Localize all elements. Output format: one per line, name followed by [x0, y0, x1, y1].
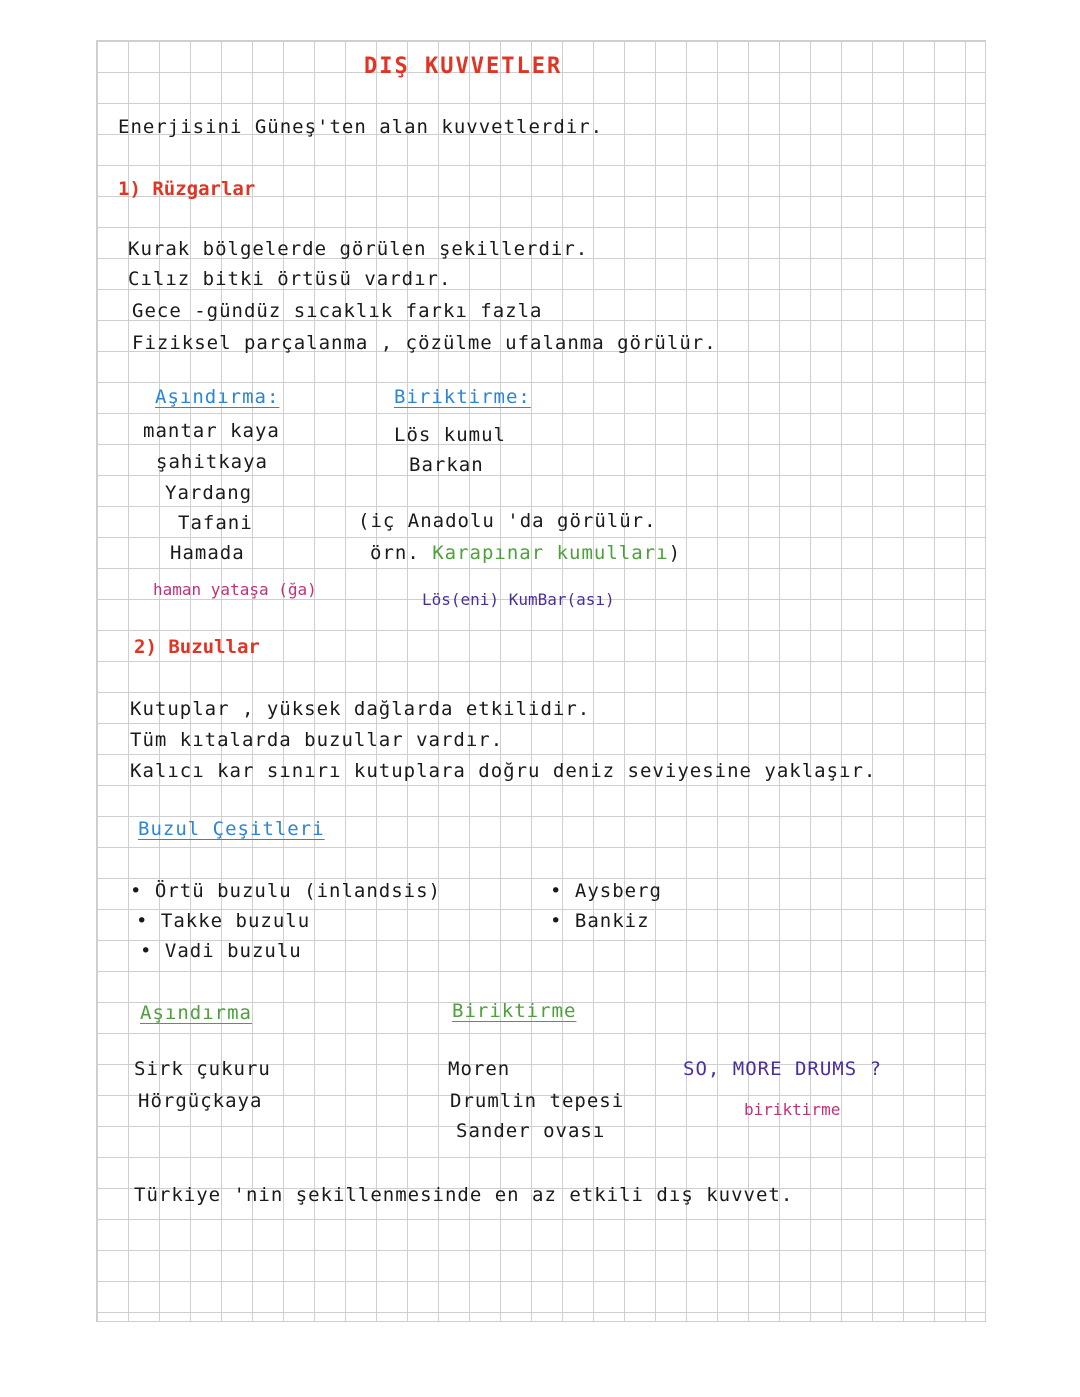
section1-line: Kurak bölgelerde görülen şekillerdir. — [128, 238, 589, 260]
glacier-type-item: • Bankiz — [550, 910, 650, 932]
wind-erosion-heading: Aşındırma: — [155, 386, 280, 408]
example-close: ) — [668, 542, 682, 564]
glacier-type-item: • Örtü buzulu (inlandsis) — [130, 880, 441, 902]
glacier-erosion-item: Sirk çukuru — [134, 1058, 271, 1080]
section2-heading: 2) Buzullar — [134, 636, 260, 658]
wind-erosion-mnemonic: haman yataşa (ğa) — [153, 580, 317, 599]
section2-line: Kalıcı kar sınırı kutuplara doğru deniz seviyesine yaklaşır. — [130, 760, 877, 782]
intro-text: Enerjisini Güneş'ten alan kuvvetlerdir. — [118, 116, 604, 138]
glacier-mnemonic: SO, MORE DRUMS ? — [683, 1058, 883, 1080]
glacier-mnemonic-sub: biriktirme — [744, 1100, 841, 1119]
wind-deposition-item: Lös kumul — [394, 424, 506, 446]
conclusion-text: Türkiye 'nin şekillenmesinde en az etkili dış kuvvet. — [134, 1184, 794, 1206]
section1-line: Cılız bitki örtüsü vardır. — [128, 268, 452, 290]
page-title: DIŞ KUVVETLER — [364, 54, 563, 79]
glacier-deposition-item: Sander ovası — [456, 1120, 606, 1142]
wind-erosion-item: Hamada — [170, 542, 245, 564]
example-prefix: örn. — [370, 542, 420, 564]
glacier-type-item: • Aysberg — [550, 880, 662, 902]
section2-line: Kutuplar , yüksek dağlarda etkilidir. — [130, 698, 591, 720]
glacier-types-heading: Buzul Çeşitleri — [138, 818, 325, 840]
section2-line: Tüm kıtalarda buzullar vardır. — [130, 729, 504, 751]
wind-erosion-item: şahitkaya — [156, 451, 268, 473]
wind-deposition-note-ex — [370, 544, 681, 563]
glacier-deposition-item: Drumlin tepesi — [450, 1090, 625, 1112]
wind-erosion-item: mantar kaya — [143, 420, 280, 442]
wind-erosion-item: Yardang — [165, 482, 253, 504]
glacier-type-item: • Vadi buzulu — [140, 940, 302, 962]
wind-deposition-mnemonic: Lös(eni) KumBar(ası) — [422, 590, 615, 609]
glacier-type-item: • Takke buzulu — [136, 910, 311, 932]
section1-line: Gece -gündüz sıcaklık farkı fazla — [132, 300, 543, 322]
wind-deposition-item: Barkan — [409, 454, 484, 476]
wind-erosion-item: Tafani — [178, 512, 253, 534]
example-karapinar: Karapınar kumulları — [432, 542, 669, 564]
glacier-deposition-item: Moren — [448, 1058, 511, 1080]
wind-deposition-heading: Biriktirme: — [394, 386, 531, 408]
glacier-erosion-heading: Aşındırma — [140, 1002, 252, 1024]
section1-line: Fiziksel parçalanma , çözülme ufalanma görülür. — [132, 332, 717, 354]
glacier-erosion-item: Hörgüçkaya — [138, 1090, 263, 1112]
wind-deposition-note: (iç Anadolu 'da görülür. — [358, 510, 657, 532]
section1-heading: 1) Rüzgarlar — [118, 178, 256, 200]
glacier-deposition-heading: Biriktirme — [452, 1000, 577, 1022]
